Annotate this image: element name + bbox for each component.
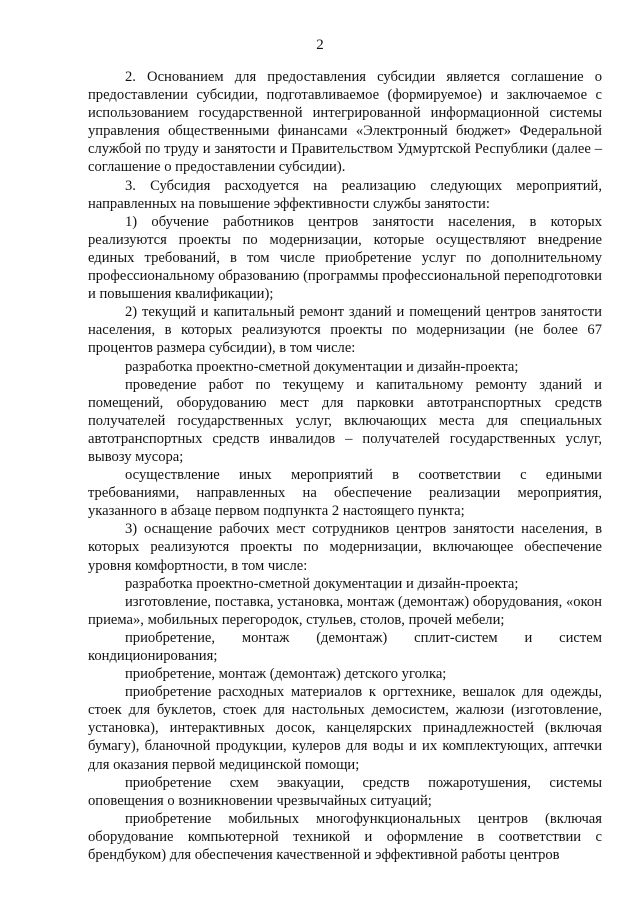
list-item: изготовление, поставка, установка, монтаж (демонтаж) оборудования, «окон приема», мобильных перегородок, стульев, столов, прочей мебели; [88, 593, 602, 628]
paragraph-2-basis: 2. Основанием для предоставления субсидии является соглашение о предоставлении субсидии, подготавливаемое (формируемое) и заключаемое с использованием государственной интегрированной информационной системы управления общественными финансами «Электронный бюджет» Федеральной службой по труду и занятости и Правительством Удмуртской Республики (далее – соглашение о предоставлении субсидии). [88, 69, 602, 176]
list-item: разработка проектно-сметной документации и дизайн-проекта; [125, 575, 519, 592]
paragraph-3-intro: 3. Субсидия расходуется на реализацию следующих мероприятий, направленных на повышение эффективности службы занятости: [88, 177, 602, 212]
list-item: приобретение мобильных многофункциональных центров (включая оборудование компьютерной техникой и оформление в соответствии с брендбуком) для обеспечения качественной и эффективной работы центров [88, 810, 602, 864]
list-item: осуществление иных мероприятий в соответствии с едиными требованиями, направленных на обеспечение реализации мероприятия, указанного в абзаце первом подпункта 2 настоящего пункта; [88, 467, 602, 520]
list-item: приобретение схем эвакуации, средств пожаротушения, системы оповещения о возникновении чрезвычайных ситуаций; [88, 774, 602, 809]
subitem-1-training: 1) обучение работников центров занятости населения, в которых реализуются проекты по модернизации, которые осуществляют внедрение единых требований, в том числе приобретение услуг по дополнительному профессиональному образованию (программы профессиональной переподготовки и повышения квалификации); [88, 213, 602, 303]
list-item: приобретение расходных материалов к оргтехнике, вешалок для одежды, стоек для буклетов, стоек для настольных демосистем, жалюзи (изготовление, установка), интерактивных досок, канцелярских принадлежностей (включая бумагу), бланочной продукции, кулеров для воды и их комплектующих, аптечки для оказания первой медицинской помощи; [88, 684, 602, 773]
subitem-3-equipment: 3) оснащение рабочих мест сотрудников центров занятости населения, в которых реализуются проекты по модернизации, включающее обеспечение уровня комфортности, в том числе: [88, 521, 602, 574]
list-item: приобретение, монтаж (демонтаж) детского уголка; [125, 666, 447, 683]
page-number: 2 [316, 37, 324, 53]
list-item: проведение работ по текущему и капитальному ремонту зданий и помещений, оборудованию мест для парковки автотранспортных средств получателей государственных услуг, включающих места для специальных автотранспортных средств инвалидов – получателей государственных услуг, вывозу мусора; [88, 376, 602, 465]
list-item: приобретение, монтаж (демонтаж) сплит-систем и систем кондиционирования; [88, 629, 602, 664]
document-body [88, 68, 602, 864]
subitem-2-repair: 2) текущий и капитальный ремонт зданий и помещений центров занятости населения, в которых реализуются проекты по модернизации (не более 67 процентов размера субсидии), в том числе: [88, 304, 602, 357]
list-item: разработка проектно-сметной документации и дизайн-проекта; [125, 358, 519, 375]
